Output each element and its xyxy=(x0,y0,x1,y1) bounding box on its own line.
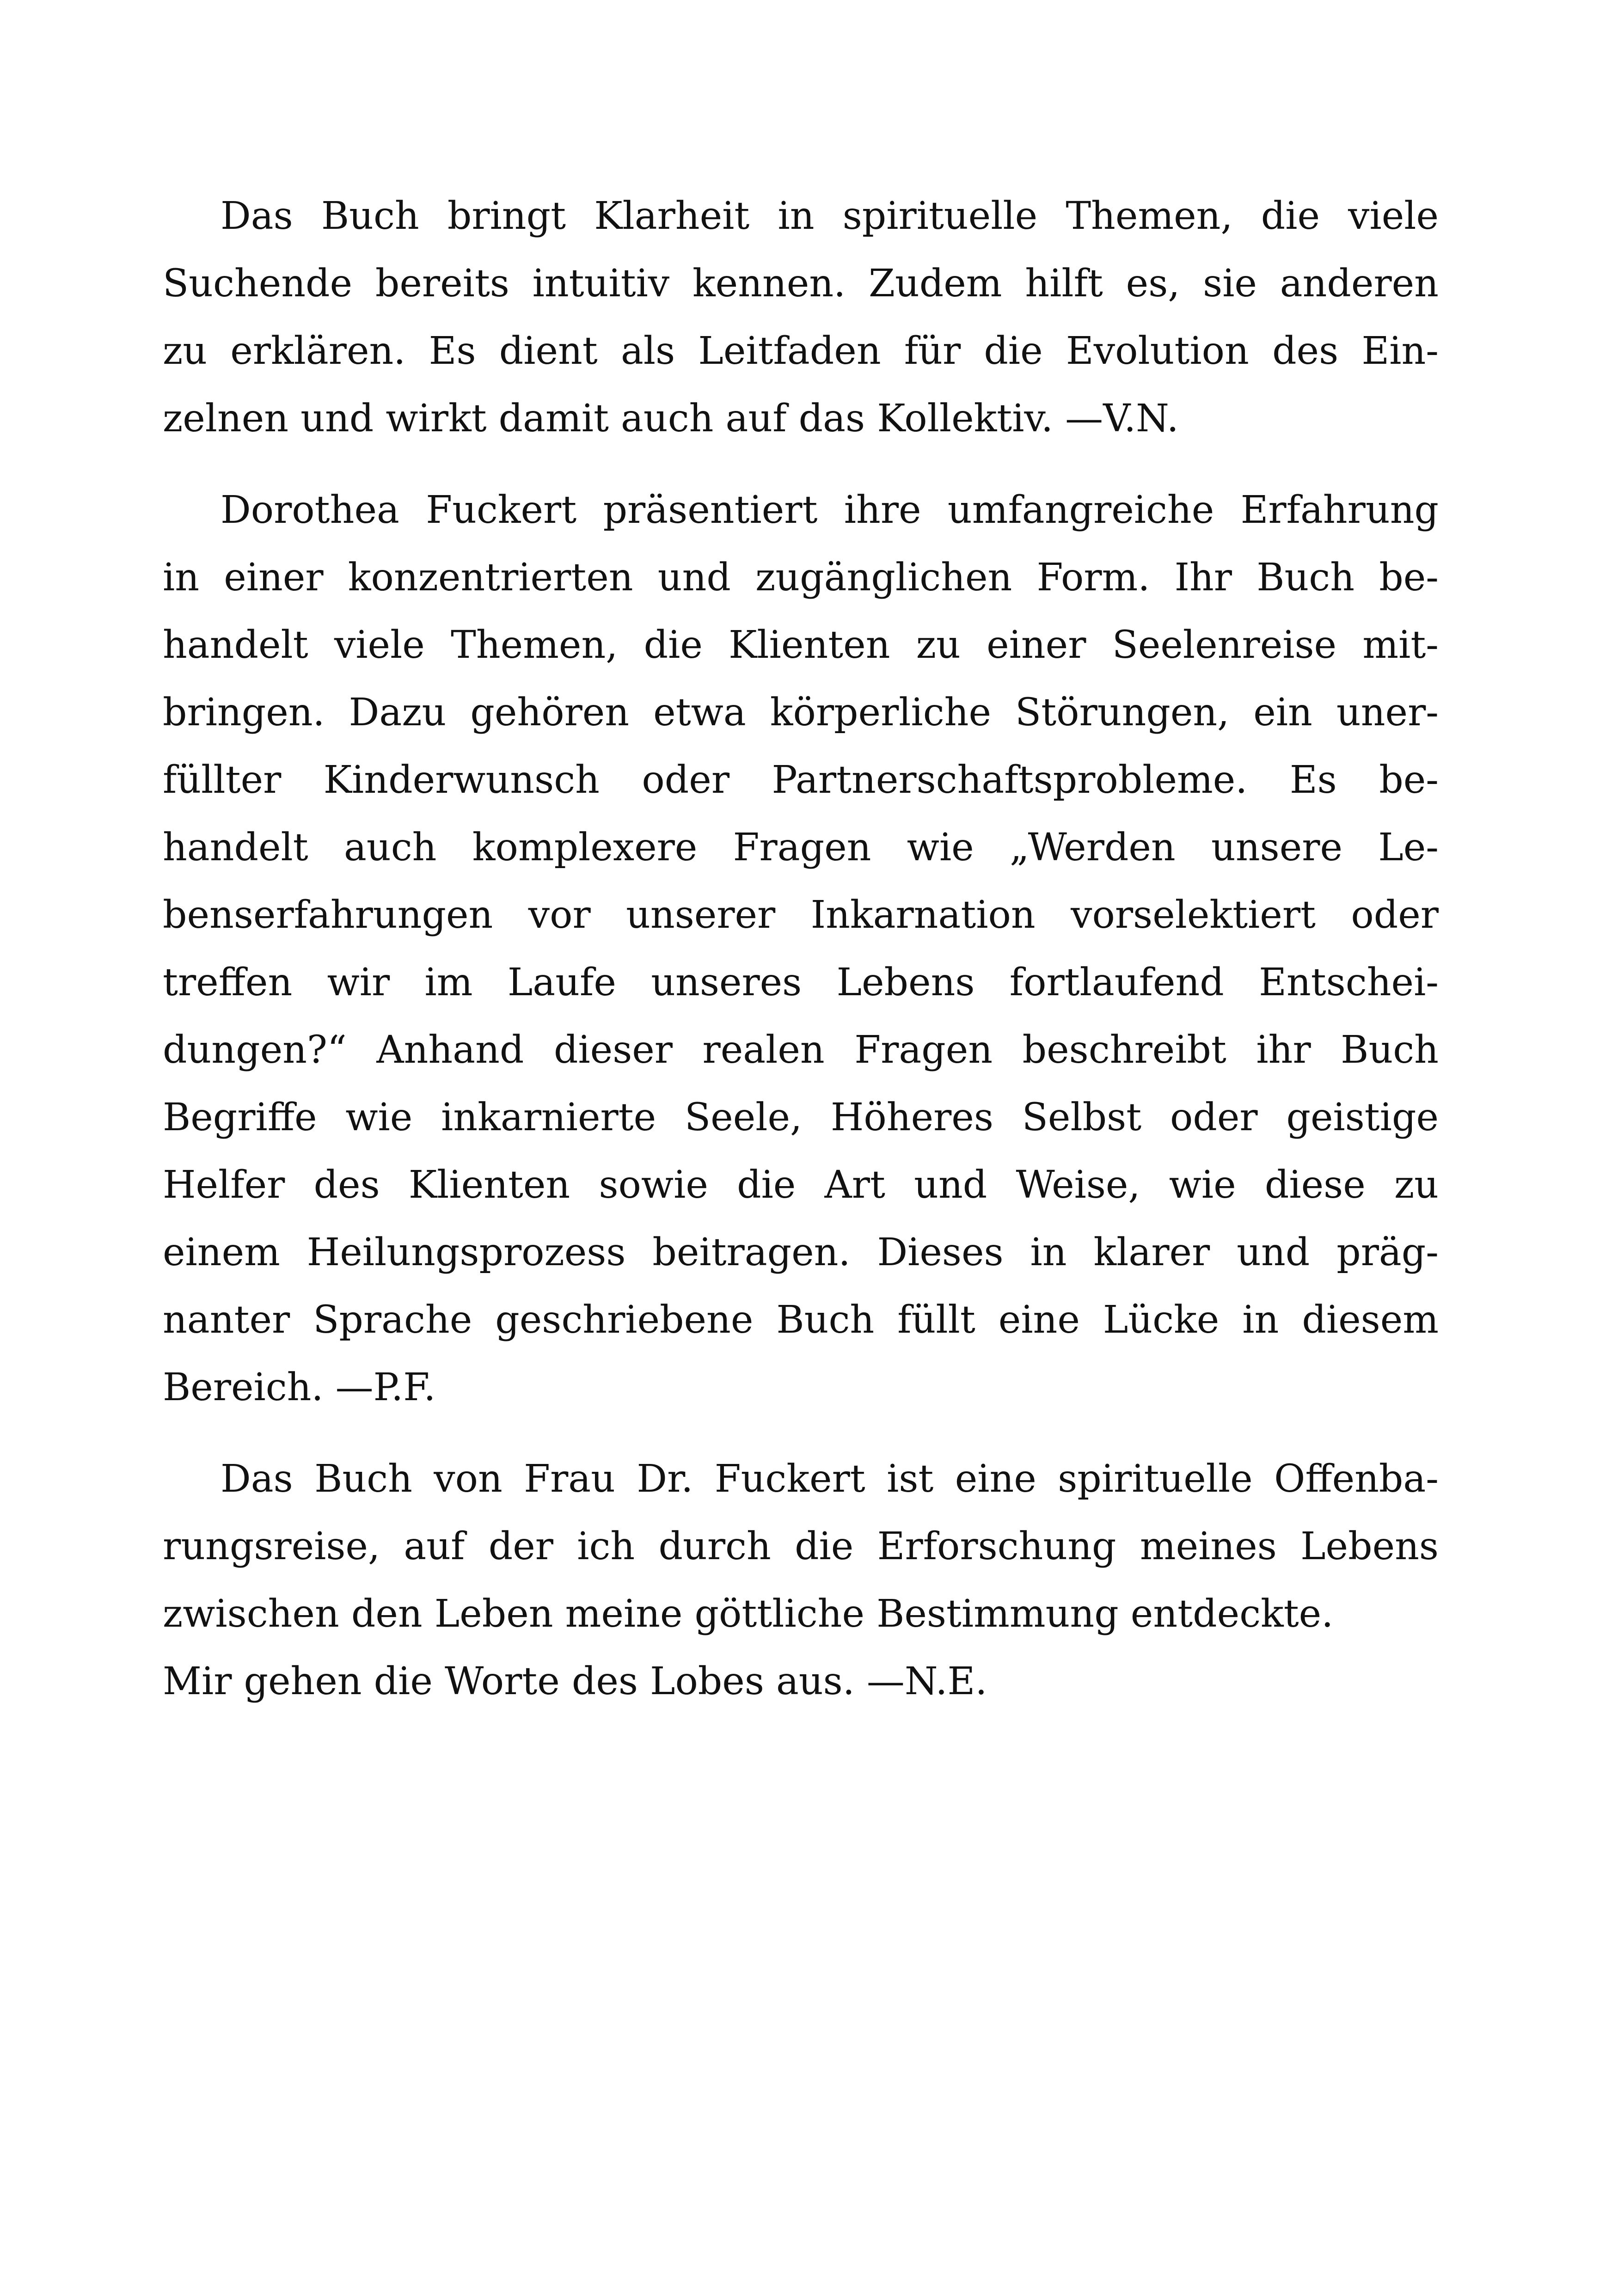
paragraph-line: Helfer des Klienten sowie die Art und Weise, wie diese zu xyxy=(163,1163,1439,1207)
paragraph-line: dungen?“ Anhand dieser realen Fragen beschreibt ihr Buch xyxy=(163,1028,1439,1072)
paragraph-line: zu erklären. Es dient als Leitfaden für die Evolution des Ein- xyxy=(163,329,1439,373)
paragraph-line: Das Buch bringt Klarheit in spirituelle Themen, die viele xyxy=(221,194,1439,238)
paragraph-line: in einer konzentrierten und zugänglichen Form. Ihr Buch be- xyxy=(163,556,1439,600)
paragraph-line-attribution: Mir gehen die Worte des Lobes aus. —N.E. xyxy=(163,1659,987,1703)
paragraph-line: Dorothea Fuckert präsentiert ihre umfangreiche Erfahrung xyxy=(221,488,1439,532)
testimonial-paragraph-vn xyxy=(163,183,1439,453)
paragraph-line: Suchende bereits intuitiv kennen. Zudem hilft es, sie anderen xyxy=(163,262,1439,306)
paragraph-line: handelt viele Themen, die Klienten zu einer Seelenreise mit- xyxy=(163,623,1439,667)
paragraph-line: bringen. Dazu gehören etwa körperliche Störungen, ein uner- xyxy=(163,691,1439,735)
testimonial-paragraph-pf xyxy=(163,477,1439,1421)
paragraph-line: benserfahrungen vor unserer Inkarnation vorselektiert oder xyxy=(163,893,1439,937)
paragraph-line: füllter Kinderwunsch oder Partnerschaftsprobleme. Es be- xyxy=(163,758,1439,802)
paragraph-line: Begriffe wie inkarnierte Seele, Höheres Selbst oder geistige xyxy=(163,1096,1439,1139)
testimonial-paragraph-ne xyxy=(163,1445,1439,1715)
paragraph-line: handelt auch komplexere Fragen wie „Werden unsere Le- xyxy=(163,826,1439,869)
paragraph-line: zwischen den Leben meine göttliche Bestimmung entdeckte. xyxy=(163,1592,1334,1636)
paragraph-line: einem Heilungsprozess beitragen. Dieses in klarer und präg- xyxy=(163,1231,1439,1274)
paragraph-line-attribution: zelnen und wirkt damit auch auf das Kollektiv. —V.N. xyxy=(163,397,1179,441)
paragraph-line: Das Buch von Frau Dr. Fuckert ist eine spirituelle Offenba- xyxy=(221,1457,1439,1501)
paragraph-line: nanter Sprache geschriebene Buch füllt eine Lücke in diesem xyxy=(163,1298,1439,1342)
paragraph-line: treffen wir im Laufe unseres Lebens fortlaufend Entschei- xyxy=(163,961,1439,1004)
paragraph-line-attribution: Bereich. —P.F. xyxy=(163,1365,436,1409)
testimonials-text xyxy=(163,183,1439,1739)
paragraph-line: rungsreise, auf der ich durch die Erforschung meines Lebens xyxy=(163,1525,1439,1568)
